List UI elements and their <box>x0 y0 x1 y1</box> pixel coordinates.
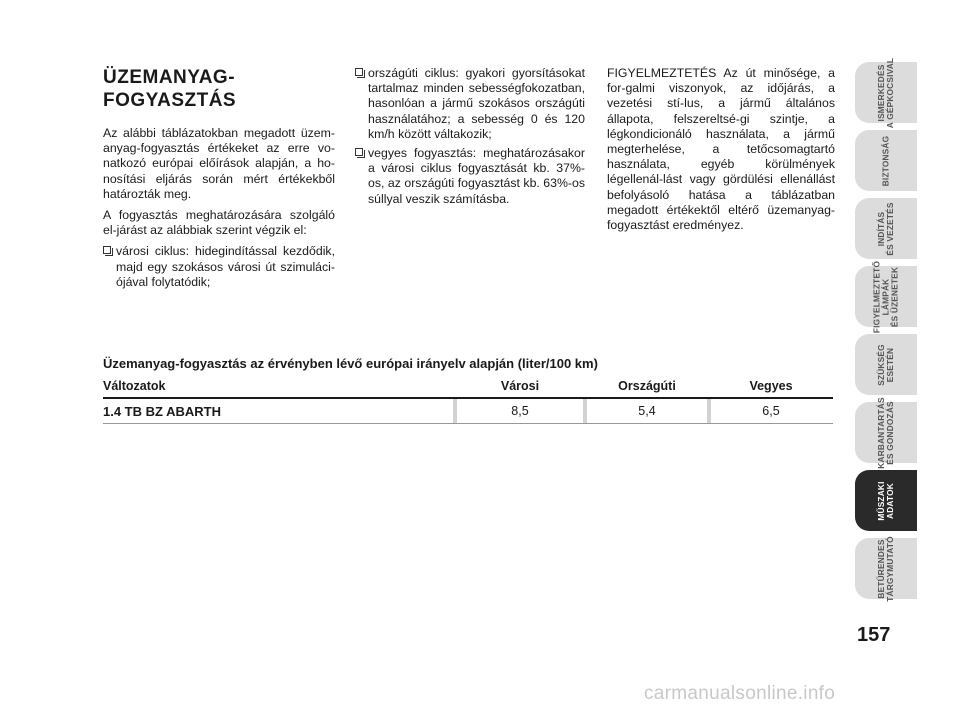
bullet-combined: vegyes fogyasztás: meghatározásakor a városi ciklus fogyasztását kb. 37%-os, az országúti fogyasztást kb. 63%-os súllyal veszik számításba. <box>355 146 585 207</box>
header-variants: Változatok <box>103 379 166 393</box>
checkbox-bullet-icon <box>103 246 111 254</box>
tab-maintenance[interactable]: KARBANTARTÁS ÉS GONDOZÁS <box>855 402 917 463</box>
warning-paragraph: FIGYELMEZTETÉS Az út minősége, a for-galmi viszonyok, az időjárás, a vezetési stí-lus, a jármű általános állapota, felszereltsé-gi szintje, a légkondicionáló használata, a jármű megterhelése, a tetőcsomagtartó használata, egyéb körülmények légellenál-lást vagy gördülési ellenállást befolyásoló hatása a táblázatban megadott értékektől eltérő üzemanyag-fogyasztást eredményez. <box>607 66 835 233</box>
consumption-table <box>103 375 833 424</box>
tab-technical-data[interactable]: MŰSZAKI ADATOK <box>855 470 917 531</box>
cell-highway: 5,4 <box>638 404 656 418</box>
checkbox-bullet-icon <box>355 68 363 76</box>
cell-combined: 6,5 <box>762 404 780 418</box>
header-city: Városi <box>500 379 540 393</box>
tab-safety[interactable]: BIZTONSÁG <box>855 130 917 191</box>
header-combined: Vegyes <box>749 379 793 393</box>
tab-starting-driving[interactable]: INDÍTÁS ÉS VEZETÉS <box>855 198 917 259</box>
cell-variant: 1.4 TB BZ ABARTH <box>103 404 221 419</box>
tab-emergency[interactable]: SZÜKSÉG ESETÉN <box>855 334 917 395</box>
text-column-2 <box>355 66 585 211</box>
page-number: 157 <box>857 624 891 646</box>
method-paragraph: A fogyasztás meghatározására szolgáló el-járást az alábbiak szerint végzik el: <box>103 208 335 238</box>
chapter-tabs <box>855 57 917 606</box>
header-highway: Országúti <box>618 379 676 393</box>
cell-city: 8,5 <box>511 404 529 418</box>
tab-getting-to-know[interactable]: ISMERKEDÉS A GÉPKOCSIVAL <box>855 62 917 123</box>
section-title: ÜZEMANYAG- FOGYASZTÁS <box>103 67 237 111</box>
text-column-1 <box>103 66 335 294</box>
bullet-highway-cycle: országúti ciklus: gyakori gyorsításokat tartalmaz minden sebességfokozatban, hasonlóan a jármű szokásos országúti használatához; a sebesség 0 és 120 km/h között váltakozik; <box>355 66 585 142</box>
intro-paragraph: Az alábbi táblázatokban megadott üzem-anyag-fogyasztás értékeket az erre vo-natkozó európai előírások alapján, a ho-nosítási eljárás során mért értékekből határozták meg. <box>103 126 335 201</box>
text-column-3 <box>607 66 835 239</box>
table-row <box>103 399 833 424</box>
checkbox-bullet-icon <box>355 148 363 156</box>
tab-warning-lights[interactable]: FIGYELMEZTETŐ LÁMPÁK ÉS ÜZENETEK <box>855 266 917 327</box>
bullet-city-cycle: városi ciklus: hidegindítással kezdődik, majd egy szokásos városi út szimuláci-ójával folytatódik; <box>103 244 335 290</box>
table-header-row <box>103 375 833 399</box>
tab-index[interactable]: BETŰRENDES TÁRGYMUTATÓ <box>855 538 917 599</box>
table-title: Üzemanyag-fogyasztás az érvényben lévő európai irányelv alapján (liter/100 km) <box>103 356 598 371</box>
watermark: carmanualsonline.info <box>644 683 836 704</box>
